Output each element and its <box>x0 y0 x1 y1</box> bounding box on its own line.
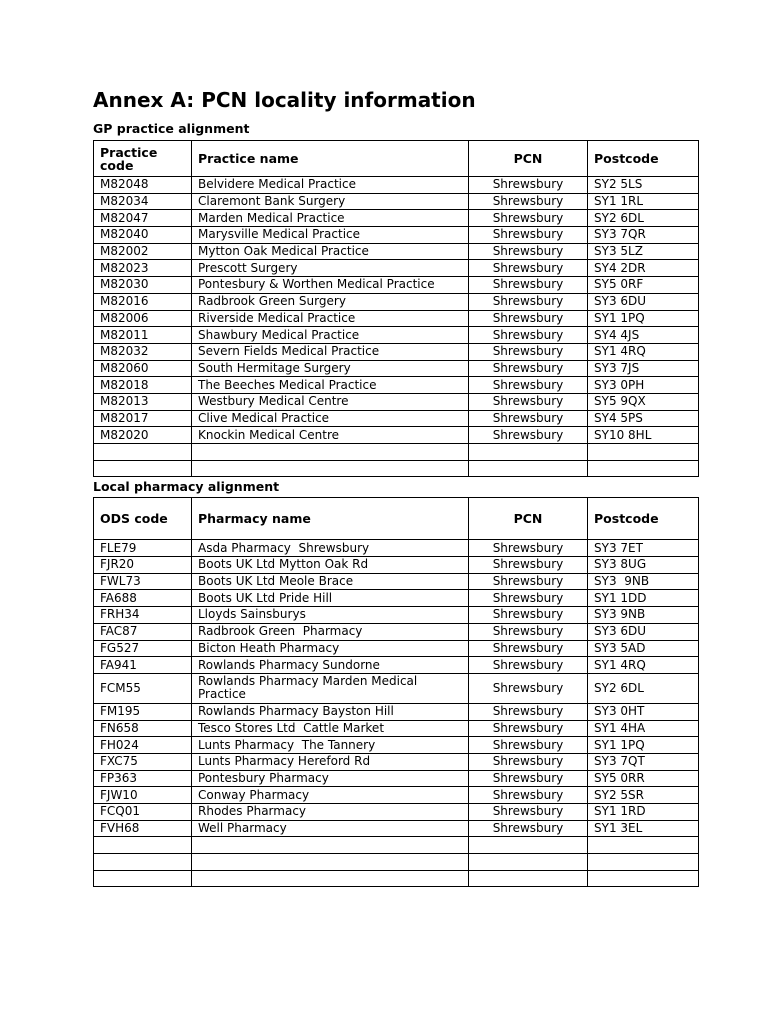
cell-name: Rowlands Pharmacy Sundorne <box>192 657 469 674</box>
cell-postcode: SY2 6DL <box>588 210 699 227</box>
cell-postcode: SY3 9NB <box>588 607 699 624</box>
cell-code: M82013 <box>94 393 192 410</box>
header-postcode: Postcode <box>588 498 699 540</box>
cell-code: M82017 <box>94 410 192 427</box>
cell-postcode: SY4 2DR <box>588 260 699 277</box>
cell-code: FG527 <box>94 640 192 657</box>
cell-pcn: Shrewsbury <box>469 804 588 821</box>
table-row <box>94 393 699 410</box>
cell-pcn <box>469 854 588 871</box>
table-row <box>94 854 699 871</box>
cell-code: FJW10 <box>94 787 192 804</box>
cell-postcode: SY1 1PQ <box>588 737 699 754</box>
cell-code: FCQ01 <box>94 804 192 821</box>
cell-postcode: SY1 1DD <box>588 590 699 607</box>
cell-code: M82032 <box>94 343 192 360</box>
cell-postcode: SY1 4HA <box>588 720 699 737</box>
cell-name: Riverside Medical Practice <box>192 310 469 327</box>
cell-code: FM195 <box>94 703 192 720</box>
table-row <box>94 177 699 194</box>
cell-pcn <box>469 460 588 477</box>
table-row <box>94 427 699 444</box>
cell-name: South Hermitage Surgery <box>192 360 469 377</box>
cell-name: Knockin Medical Centre <box>192 427 469 444</box>
cell-name: Asda Pharmacy Shrewsbury <box>192 540 469 557</box>
cell-pcn: Shrewsbury <box>469 427 588 444</box>
cell-name: Radbrook Green Pharmacy <box>192 623 469 640</box>
cell-postcode: SY3 0PH <box>588 377 699 394</box>
header-pcn: PCN <box>469 498 588 540</box>
cell-name <box>192 854 469 871</box>
cell-code: M82018 <box>94 377 192 394</box>
cell-code: FXC75 <box>94 753 192 770</box>
cell-postcode: SY1 3EL <box>588 820 699 837</box>
cell-postcode: SY3 0HT <box>588 703 699 720</box>
cell-name: Boots UK Ltd Mytton Oak Rd <box>192 557 469 574</box>
cell-pcn: Shrewsbury <box>469 327 588 344</box>
cell-code: M82020 <box>94 427 192 444</box>
table-row <box>94 377 699 394</box>
cell-code: FJR20 <box>94 557 192 574</box>
table-row <box>94 837 699 854</box>
table-row <box>94 227 699 244</box>
cell-code: M82002 <box>94 243 192 260</box>
table-row <box>94 753 699 770</box>
cell-name: Rowlands Pharmacy Bayston Hill <box>192 703 469 720</box>
cell-pcn: Shrewsbury <box>469 343 588 360</box>
cell-name: Pontesbury & Worthen Medical Practice <box>192 277 469 294</box>
cell-code: FP363 <box>94 770 192 787</box>
cell-pcn: Shrewsbury <box>469 540 588 557</box>
cell-name: Prescott Surgery <box>192 260 469 277</box>
cell-pcn: Shrewsbury <box>469 673 588 703</box>
pharmacy-table <box>93 497 699 887</box>
cell-name: Severn Fields Medical Practice <box>192 343 469 360</box>
cell-pcn: Shrewsbury <box>469 623 588 640</box>
cell-pcn: Shrewsbury <box>469 590 588 607</box>
cell-name: Tesco Stores Ltd Cattle Market <box>192 720 469 737</box>
cell-pcn <box>469 837 588 854</box>
cell-code: FA688 <box>94 590 192 607</box>
cell-postcode: SY3 5AD <box>588 640 699 657</box>
cell-name: Lloyds Sainsburys <box>192 607 469 624</box>
cell-code: M82034 <box>94 193 192 210</box>
cell-code: M82030 <box>94 277 192 294</box>
cell-pcn: Shrewsbury <box>469 277 588 294</box>
table-header-row <box>94 141 699 177</box>
cell-postcode: SY1 1RL <box>588 193 699 210</box>
table-row <box>94 193 699 210</box>
cell-postcode: SY2 5LS <box>588 177 699 194</box>
cell-postcode <box>588 870 699 887</box>
table-row <box>94 623 699 640</box>
table-row <box>94 787 699 804</box>
header-practice-name: Practice name <box>192 141 469 177</box>
cell-code: FN658 <box>94 720 192 737</box>
table-row <box>94 737 699 754</box>
cell-postcode: SY2 6DL <box>588 673 699 703</box>
table-row <box>94 673 699 703</box>
cell-postcode: SY3 7JS <box>588 360 699 377</box>
table-row <box>94 210 699 227</box>
document-page <box>93 86 698 887</box>
cell-code <box>94 870 192 887</box>
cell-pcn: Shrewsbury <box>469 360 588 377</box>
table-row <box>94 310 699 327</box>
cell-pcn: Shrewsbury <box>469 703 588 720</box>
cell-postcode <box>588 837 699 854</box>
cell-pcn: Shrewsbury <box>469 177 588 194</box>
table-row <box>94 590 699 607</box>
cell-postcode: SY5 0RR <box>588 770 699 787</box>
cell-code: FH024 <box>94 737 192 754</box>
table-row <box>94 573 699 590</box>
header-ods-code: ODS code <box>94 498 192 540</box>
cell-pcn: Shrewsbury <box>469 770 588 787</box>
header-practice-code: Practice code <box>94 141 192 177</box>
table-row <box>94 360 699 377</box>
cell-pcn: Shrewsbury <box>469 557 588 574</box>
cell-postcode: SY3 6DU <box>588 293 699 310</box>
cell-code: FRH34 <box>94 607 192 624</box>
cell-name: Rowlands Pharmacy Marden Medical Practice <box>192 673 469 703</box>
cell-postcode: SY1 4RQ <box>588 657 699 674</box>
cell-pcn: Shrewsbury <box>469 377 588 394</box>
table-row <box>94 293 699 310</box>
cell-name: Belvidere Medical Practice <box>192 177 469 194</box>
cell-code: FLE79 <box>94 540 192 557</box>
cell-postcode: SY2 5SR <box>588 787 699 804</box>
cell-code <box>94 460 192 477</box>
cell-pcn: Shrewsbury <box>469 410 588 427</box>
cell-code: FWL73 <box>94 573 192 590</box>
cell-name: Lunts Pharmacy The Tannery <box>192 737 469 754</box>
cell-postcode: SY1 4RQ <box>588 343 699 360</box>
cell-name: Well Pharmacy <box>192 820 469 837</box>
cell-name: Bicton Heath Pharmacy <box>192 640 469 657</box>
table-row <box>94 410 699 427</box>
cell-pcn: Shrewsbury <box>469 607 588 624</box>
cell-pcn: Shrewsbury <box>469 640 588 657</box>
cell-postcode: SY1 1PQ <box>588 310 699 327</box>
cell-name: Westbury Medical Centre <box>192 393 469 410</box>
cell-pcn: Shrewsbury <box>469 753 588 770</box>
cell-name: The Beeches Medical Practice <box>192 377 469 394</box>
cell-pcn: Shrewsbury <box>469 243 588 260</box>
cell-code: FAC87 <box>94 623 192 640</box>
cell-postcode: SY3 8UG <box>588 557 699 574</box>
cell-postcode: SY3 7QR <box>588 227 699 244</box>
cell-pcn: Shrewsbury <box>469 737 588 754</box>
cell-postcode: SY5 9QX <box>588 393 699 410</box>
table-row <box>94 460 699 477</box>
cell-pcn <box>469 870 588 887</box>
table-row <box>94 327 699 344</box>
cell-postcode <box>588 854 699 871</box>
cell-name: Clive Medical Practice <box>192 410 469 427</box>
cell-pcn: Shrewsbury <box>469 720 588 737</box>
cell-pcn: Shrewsbury <box>469 393 588 410</box>
header-postcode: Postcode <box>588 141 699 177</box>
table-row <box>94 557 699 574</box>
header-pcn: PCN <box>469 141 588 177</box>
cell-code: FA941 <box>94 657 192 674</box>
pharmacy-section-heading: Local pharmacy alignment <box>93 479 280 495</box>
cell-name: Rhodes Pharmacy <box>192 804 469 821</box>
cell-pcn: Shrewsbury <box>469 820 588 837</box>
cell-postcode: SY10 8HL <box>588 427 699 444</box>
table-row <box>94 343 699 360</box>
table-row <box>94 243 699 260</box>
table-row <box>94 277 699 294</box>
cell-postcode: SY3 5LZ <box>588 243 699 260</box>
cell-pcn: Shrewsbury <box>469 573 588 590</box>
cell-name: Shawbury Medical Practice <box>192 327 469 344</box>
cell-pcn: Shrewsbury <box>469 260 588 277</box>
cell-pcn: Shrewsbury <box>469 657 588 674</box>
cell-name: Marysville Medical Practice <box>192 227 469 244</box>
cell-pcn: Shrewsbury <box>469 227 588 244</box>
gp-section-heading: GP practice alignment <box>93 121 250 136</box>
cell-name: Boots UK Ltd Pride Hill <box>192 590 469 607</box>
cell-code <box>94 854 192 871</box>
table-row <box>94 770 699 787</box>
cell-name: Claremont Bank Surgery <box>192 193 469 210</box>
cell-postcode <box>588 444 699 461</box>
table-row <box>94 640 699 657</box>
cell-name: Radbrook Green Surgery <box>192 293 469 310</box>
table-row <box>94 657 699 674</box>
cell-code: M82060 <box>94 360 192 377</box>
table-row <box>94 870 699 887</box>
cell-postcode: SY3 7QT <box>588 753 699 770</box>
cell-name: Mytton Oak Medical Practice <box>192 243 469 260</box>
cell-pcn: Shrewsbury <box>469 310 588 327</box>
cell-name: Boots UK Ltd Meole Brace <box>192 573 469 590</box>
cell-code: M82040 <box>94 227 192 244</box>
cell-pcn: Shrewsbury <box>469 787 588 804</box>
cell-name: Marden Medical Practice <box>192 210 469 227</box>
cell-code: FCM55 <box>94 673 192 703</box>
table-row <box>94 540 699 557</box>
cell-postcode: SY4 5PS <box>588 410 699 427</box>
cell-code <box>94 837 192 854</box>
cell-code <box>94 444 192 461</box>
cell-name <box>192 870 469 887</box>
cell-pcn: Shrewsbury <box>469 293 588 310</box>
cell-postcode: SY1 1RD <box>588 804 699 821</box>
table-row <box>94 703 699 720</box>
cell-postcode: SY3 6DU <box>588 623 699 640</box>
cell-code: M82006 <box>94 310 192 327</box>
table-row <box>94 720 699 737</box>
cell-pcn <box>469 444 588 461</box>
page-title: Annex A: PCN locality information <box>93 88 476 112</box>
header-pharmacy-name: Pharmacy name <box>192 498 469 540</box>
cell-code: M82047 <box>94 210 192 227</box>
cell-pcn: Shrewsbury <box>469 193 588 210</box>
cell-code: M82016 <box>94 293 192 310</box>
table-header-row <box>94 498 699 540</box>
cell-name <box>192 460 469 477</box>
cell-name: Pontesbury Pharmacy <box>192 770 469 787</box>
cell-code: FVH68 <box>94 820 192 837</box>
table-row <box>94 820 699 837</box>
cell-postcode: SY3 7ET <box>588 540 699 557</box>
cell-name: Lunts Pharmacy Hereford Rd <box>192 753 469 770</box>
gp-practice-table <box>93 140 699 477</box>
cell-name <box>192 444 469 461</box>
cell-name: Conway Pharmacy <box>192 787 469 804</box>
cell-postcode: SY3 9NB <box>588 573 699 590</box>
cell-postcode: SY4 4JS <box>588 327 699 344</box>
table-row <box>94 260 699 277</box>
cell-code: M82023 <box>94 260 192 277</box>
cell-code: M82011 <box>94 327 192 344</box>
cell-pcn: Shrewsbury <box>469 210 588 227</box>
cell-postcode <box>588 460 699 477</box>
table-row <box>94 444 699 461</box>
cell-postcode: SY5 0RF <box>588 277 699 294</box>
cell-name <box>192 837 469 854</box>
table-row <box>94 804 699 821</box>
cell-code: M82048 <box>94 177 192 194</box>
table-row <box>94 607 699 624</box>
